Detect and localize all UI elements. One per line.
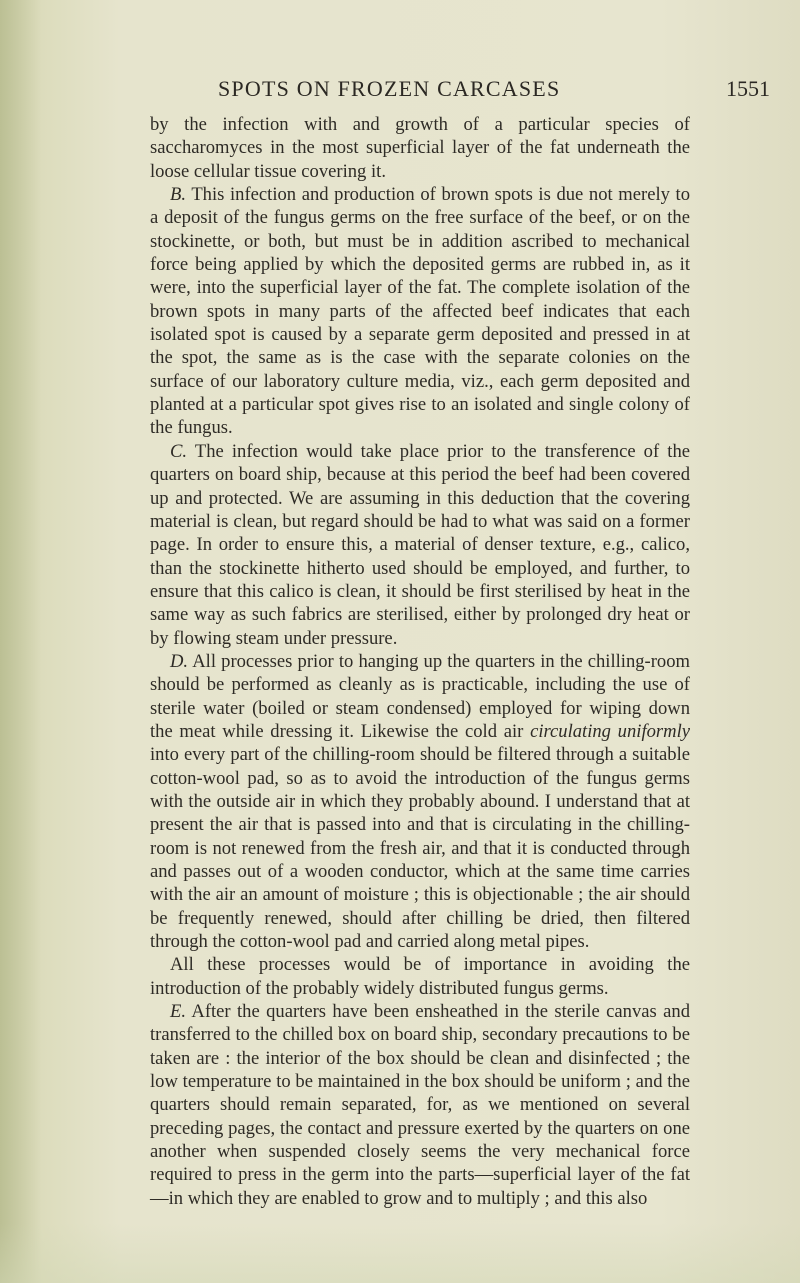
paragraph-summary (150, 953, 690, 1000)
paragraph-label: C. (170, 440, 188, 462)
page-number: 1551 (726, 76, 770, 101)
paragraph-text-before: All processes prior to hanging up the quarters in the chilling-room should be performed as cleanly as is practicable, including the use of sterile water (boiled or steam condensed) employed for wiping down the meat while dressing it. Likewise the cold air (150, 650, 690, 742)
paragraph-text: The infection would take place prior to the transference of the quarters on board ship, because at this period the beef had been covered up and protected. We are assuming in this deduction that the covering material is clean, but regard should be had to what was said on a former page. In order to ensure this, a material of denser texture, e.g., calico, than the stockinette hitherto used should be employed, and further, to ensure that this calico is clean, it should be first sterilised by heat in the same way as such fabrics are sterilised, either by prolonged dry heat or by flowing steam under pressure. (150, 440, 691, 649)
body-text (150, 113, 690, 1210)
paragraph-text: All these processes would be of importance in avoiding the introduction of the probably widely distributed fungus germs. (150, 954, 690, 999)
paragraph-label: B. (170, 184, 187, 206)
paragraph-continuation (150, 113, 690, 183)
binding-edge-shadow (0, 0, 42, 1283)
paragraph-text: This infection and production of brown spots is due not merely to a deposit of the fungus germs on the free surface of the beef, or on the stockinette, or both, but must be in addition ascribed to mechanical force being applied by which the deposited germs are rubbed in, as it were, into the superficial layer of the fat. The complete isolation of the brown spots in many parts of the affected beef indicates that each isolated spot is caused by a separate germ deposited and pressed in at the spot, the same as is the case with the separate colonies on the surface of our laboratory culture media, viz., each germ deposited and planted at a particular spot gives rise to an isolated and single colony of the fungus. (150, 184, 691, 439)
running-head (150, 76, 770, 106)
running-title: SPOTS ON FROZEN CARCASES (218, 76, 561, 101)
paragraph-d (150, 650, 690, 953)
paragraph-e (150, 1000, 690, 1210)
paragraph-text: by the infection with and growth of a particular species of saccharomyces in the most superficial layer of the fat underneath the loose cellular tissue covering it. (150, 114, 690, 182)
paragraph-b (150, 183, 690, 440)
page-bottom-shadow (0, 1223, 800, 1283)
paragraph-text: After the quarters have been ensheathed in the sterile canvas and transferred to the chilled box on board ship, secondary precautions to be taken are : the interior of the box should be clean and disinfected ; the low temperature to be maintained in the box should be uniform ; and the quarters should remain separated, for, as we mentioned on several preceding pages, the contact and pressure exerted by the quarters on one another when suspended closely seems the very mechanical force required to press in the germ into the parts—superficial layer of the fat —in which they are enabled to grow and to multiply ; and this also (150, 1001, 690, 1209)
paragraph-text-after: into every part of the chilling-room should be filtered through a suitable cotton-wool pad, so as to avoid the introduction of the fungus germs with the outside air in which they probably abound. I understand that at present the air that is passed into and that is circulating in the chilling-room is not renewed from the fresh air, and that it is conducted through and passes out of a wooden conductor, which at the same time carries with the air an amount of moisture ; this is objectionable ; the air should be frequently renewed, should after chilling be dried, then filtered through the cotton-wool pad and carried along metal pipes. (150, 744, 690, 953)
paragraph-emphasis: circulating uniformly (530, 720, 690, 742)
paragraph-c (150, 440, 690, 650)
paragraph-label: D. (170, 650, 189, 672)
paragraph-label: E. (170, 1001, 187, 1023)
